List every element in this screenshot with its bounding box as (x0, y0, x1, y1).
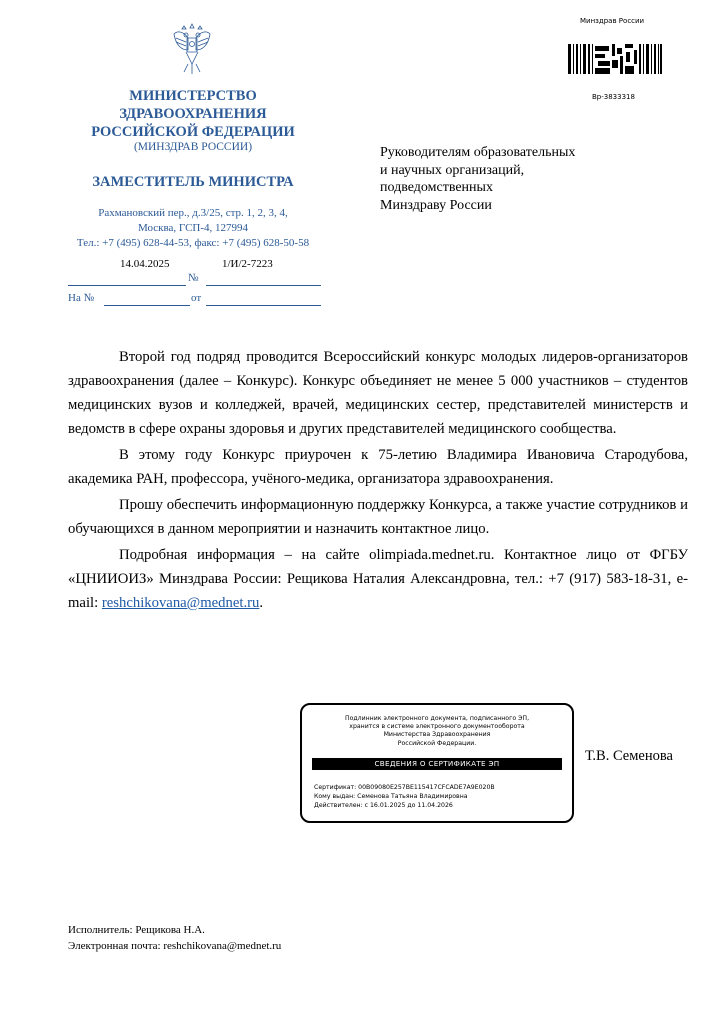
electronic-signature-stamp (300, 703, 574, 823)
contact-info-end: . (259, 595, 264, 611)
certificate-title-bar: СВЕДЕНИЯ О СЕРТИФИКАТЕ ЭП (312, 758, 562, 770)
number-underline (206, 285, 321, 286)
recipient-line: подведомственных (380, 180, 493, 195)
executor-email: Электронная почта: reshchikovana@mednet.ru (68, 940, 282, 952)
on-number-underline (104, 305, 190, 306)
ministry-line: ЗДРАВООХРАНЕНИЯ (119, 106, 267, 122)
letter-body (68, 345, 688, 615)
stamp-intro (302, 715, 572, 748)
barcode-id: Вр-3833318 (592, 93, 635, 101)
ministry-line: РОССИЙСКОЙ ФЕДЕРАЦИИ (91, 124, 295, 140)
certificate-validity: Действителен: с 16.01.2025 до 11.04.2026 (314, 802, 453, 809)
stamp-intro-line: Министерства Здравоохранения (383, 731, 491, 739)
stamp-intro-line: Подлинник электронного документа, подписанного ЭП, (344, 715, 530, 722)
recipient-line: и научных организаций, (380, 162, 525, 178)
recipient-line: Минздраву России (380, 197, 492, 213)
ministry-short-name: (МИНЗДРАВ РОССИИ) (133, 141, 253, 153)
address-line: Москва, ГСП-4, 127994 (137, 222, 249, 234)
on-number-label: На № (68, 292, 95, 304)
paragraph-request: Прошу обеспечить информационную поддержку Конкурса, а также участие сотрудников и обучающихся в данном мероприятии и назначить контактное лицо. (68, 497, 688, 537)
executor-block (68, 922, 281, 954)
recipient-line: Руководителям образовательных (380, 145, 576, 160)
from-label: от (191, 292, 202, 304)
deputy-minister-title: ЗАМЕСТИТЕЛЬ МИНИСТРА (92, 174, 294, 190)
paragraph-contact-info (68, 543, 688, 615)
paragraph-anniversary: В этому году Конкурс приурочен к 75-летию Владимира Ивановича Стародубова, академика РАН, профессора, учёного-медика, организатора здравоохранения. (68, 447, 688, 487)
certificate-details (314, 783, 495, 810)
recipient-block (380, 144, 680, 214)
signer-name: Т.В. Семенова (585, 748, 673, 764)
barcode-icon (568, 44, 662, 74)
phone-line: Тел.: +7 (495) 628-44-53, факс: +7 (495) 628-50-58 (76, 237, 310, 249)
contact-email-link[interactable]: reshchikovana@mednet.ru (101, 595, 260, 611)
ministry-name (60, 87, 326, 141)
document-date: 14.04.2025 (120, 258, 170, 270)
executor-name: Исполнитель: Рещикова Н.А. (68, 924, 205, 936)
address-line: Рахмановский пер., д.3/25, стр. 1, 2, 3, 4, (98, 207, 288, 219)
ministry-address (58, 206, 328, 251)
stamp-intro-line: Российской Федерации. (397, 739, 477, 747)
ministry-line: МИНИСТЕРСТВО (129, 88, 257, 104)
coat-of-arms-icon (170, 20, 214, 78)
certificate-number: Сертификат: 00B09080E257BE115417CFCADE7A9E020B (314, 784, 495, 791)
number-symbol: № (188, 272, 199, 284)
outgoing-number: 1/И/2-7223 (222, 258, 273, 270)
barcode-label: Минздрав России (580, 17, 645, 25)
certificate-issued-to: Кому выдан: Семенова Татьяна Владимировна (314, 793, 468, 800)
date-underline (68, 285, 186, 286)
contact-info-text: Подробная информация – на сайте olimpiada.mednet.ru. Контактное лицо от ФГБУ «ЦНИИОИЗ» Минздрава России: Рещикова Наталия Александровна, тел.: +7 (917) 583-18-31, e-mail: (68, 547, 688, 611)
from-underline (206, 305, 321, 306)
stamp-intro-line: хранится в системе электронного документооборота (349, 723, 525, 731)
paragraph-contest-intro: Второй год подряд проводится Всероссийский конкурс молодых лидеров-организаторов здравоохранения (далее – Конкурс). Конкурс объединяет не менее 5 000 участников – студентов медицинских вузов и колледжей, врачей, медицинских сестер, представителей министерств и ведомств в сфере охраны здоровья и других представителей медицинского сообщества. (68, 349, 688, 437)
